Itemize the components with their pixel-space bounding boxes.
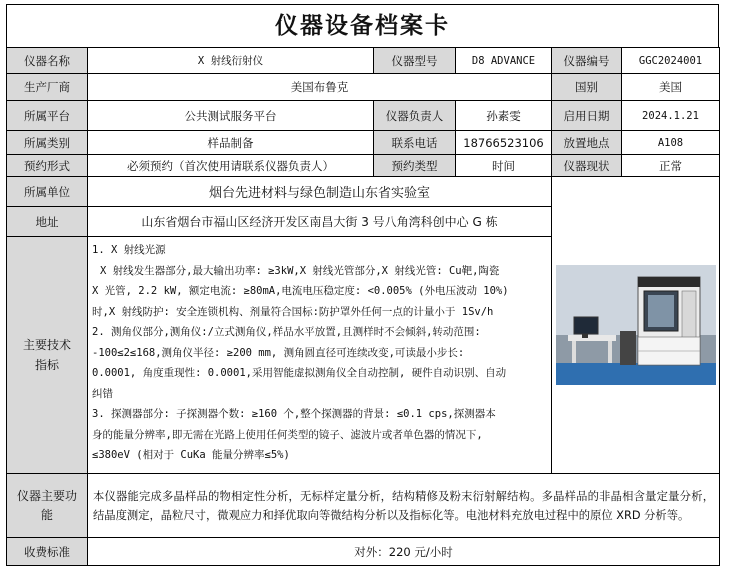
unit-value: 烟台先进材料与绿色制造山东省实验室: [88, 177, 552, 207]
country-value: 美国: [622, 74, 720, 101]
fees-value: 对外：220 元/小时: [88, 538, 720, 566]
booking-label: 预约形式: [7, 155, 88, 177]
phone-label: 联系电话: [374, 131, 456, 155]
start-date-label: 启用日期: [552, 101, 622, 131]
category-label: 所属类别: [7, 131, 88, 155]
booking-type-label: 预约类型: [374, 155, 456, 177]
card-title: 仪器设备档案卡: [6, 4, 719, 47]
xrd-instrument-illustration: [556, 265, 716, 385]
phone-value: 18766523106: [456, 131, 552, 155]
specs-content: [88, 237, 552, 474]
specs-label: 主要技术指标: [7, 237, 88, 474]
row-maker: [7, 74, 720, 101]
unit-label: 所属单位: [7, 177, 88, 207]
status-label: 仪器现状: [552, 155, 622, 177]
number-value: GGC2024001: [622, 48, 720, 74]
spec-line: 身的能量分辨率,即无需在光路上使用任何类型的镜子、滤波片或者单色器的情况下,: [92, 428, 483, 441]
spec-line: 3. 探测器部分: 子探测器个数: ≥160 个,整个探测器的背景: ≤0.1 cps,探测器本: [92, 408, 496, 420]
manager-value: 孙素雯: [456, 101, 552, 131]
row-category: [7, 131, 720, 155]
name-value: X 射线衍射仪: [88, 48, 374, 74]
row-fees: [7, 538, 720, 566]
fees-label: 收费标准: [7, 538, 88, 566]
functions-label: 仪器主要功能: [7, 474, 88, 538]
spec-line: 纠错: [92, 387, 113, 400]
platform-label: 所属平台: [7, 101, 88, 131]
manager-label: 仪器负责人: [374, 101, 456, 131]
booking-type-value: 时间: [456, 155, 552, 177]
spec-line: -100≤2≤168,测角仪半径: ≥200 mm, 测角圆直径可连续改变,可读最小步长:: [92, 346, 465, 359]
location-label: 放置地点: [552, 131, 622, 155]
info-table: [6, 47, 720, 566]
platform-value: 公共测试服务平台: [88, 101, 374, 131]
address-label: 地址: [7, 207, 88, 237]
instrument-photo: [556, 265, 716, 385]
spec-line: X 射线发生器部分,最大输出功率: ≥3kW,X 射线光管部分,X 射线光管: Cu靶,陶瓷: [100, 264, 500, 277]
photo-cell: [552, 177, 720, 474]
functions-text: 本仪器能完成多晶样品的物相定性分析，无标样定量分析，结构精修及粉末衍射解结构。多晶样品的非晶相含量定量分析，结晶度测定，晶粒尺寸，微观应力和择优取向等微结构分析以及指标化等。电池材料充放电过程中的原位 XRD 分析等。: [88, 474, 720, 538]
category-value: 样品制备: [88, 131, 374, 155]
spec-line: 时,X 射线防护: 安全连锁机构、剂量符合国标:防护罩外任何一点的计量小于 1Sv/h: [92, 305, 494, 318]
spec-line: ≤380eV (相对于 CuKa 能量分辨率≤5%): [92, 449, 290, 461]
model-label: 仪器型号: [374, 48, 456, 74]
model-value: D8 ADVANCE: [456, 48, 552, 74]
country-label: 国别: [552, 74, 622, 101]
spec-line: X 光管, 2.2 kW, 额定电流: ≥80mA,电流电压稳定度: <0.005% (外电压波动 10%): [92, 285, 509, 297]
location-value: A108: [622, 131, 720, 155]
archive-card: [6, 4, 719, 566]
row-booking: [7, 155, 720, 177]
booking-value: 必须预约（首次使用请联系仪器负责人）: [88, 155, 374, 177]
spec-line: 1. X 射线光源: [92, 244, 166, 256]
spec-line: 2. 测角仪部分,测角仪:/立式测角仪,样品水平放置,且测样时不会倾斜,转动范围:: [92, 326, 481, 338]
row-platform: [7, 101, 720, 131]
row-functions: [7, 474, 720, 538]
number-label: 仪器编号: [552, 48, 622, 74]
row-name: [7, 48, 720, 74]
name-label: 仪器名称: [7, 48, 88, 74]
row-unit: [7, 177, 720, 207]
status-value: 正常: [622, 155, 720, 177]
maker-label: 生产厂商: [7, 74, 88, 101]
maker-value: 美国布鲁克: [88, 74, 552, 101]
address-value: 山东省烟台市福山区经济开发区南昌大街 3 号八角湾科创中心 G 栋: [88, 207, 552, 237]
spec-line: 0.0001, 角度重现性: 0.0001,采用智能虚拟测角仪全自动控制, 硬件自动识别、自动: [92, 367, 507, 379]
start-date-value: 2024.1.21: [622, 101, 720, 131]
